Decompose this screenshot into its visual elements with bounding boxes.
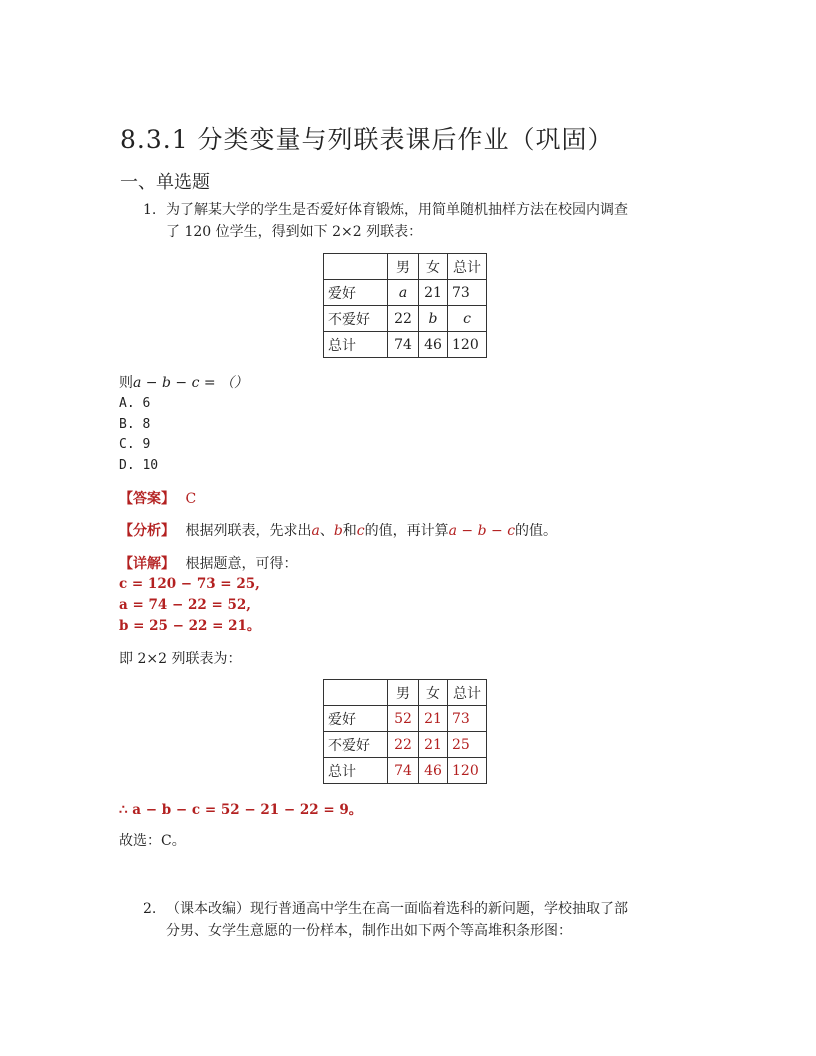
table-row bbox=[324, 332, 487, 358]
detail-line bbox=[119, 553, 297, 573]
table-cell: 总计 bbox=[324, 332, 388, 358]
table-cell: 不爱好 bbox=[324, 732, 388, 758]
analysis-var-b: b bbox=[333, 523, 343, 539]
analysis-line bbox=[119, 520, 557, 540]
option-c[interactable]: C. 9 bbox=[119, 437, 151, 452]
calculation-block bbox=[119, 574, 260, 637]
analysis-text-mid: 的值，再计算 bbox=[364, 523, 449, 539]
table-cell: 爱好 bbox=[324, 706, 388, 732]
table-cell: 男 bbox=[388, 680, 419, 706]
table-cell: 25 bbox=[448, 732, 487, 758]
table-cell: 46 bbox=[419, 332, 448, 358]
table-cell: 74 bbox=[388, 332, 419, 358]
table-cell: 男 bbox=[388, 254, 419, 280]
table-cell bbox=[324, 254, 388, 280]
detail-intro: 根据题意，可得： bbox=[185, 556, 298, 572]
table-cell: 不爱好 bbox=[324, 306, 388, 332]
table-cell: b bbox=[419, 306, 448, 332]
table-cell: 总计 bbox=[448, 680, 487, 706]
option-b[interactable]: B. 8 bbox=[119, 416, 151, 432]
analysis-expression: a − b − c bbox=[448, 523, 516, 539]
option-d[interactable]: D. 10 bbox=[119, 457, 159, 473]
question-2-line-2: 分男、女学生意愿的一份样本，制作出如下两个等高堆积条形图： bbox=[166, 923, 572, 939]
table-cell: 46 bbox=[419, 758, 448, 784]
table-header-row bbox=[324, 254, 487, 280]
table-cell bbox=[324, 680, 388, 706]
table-cell: 总计 bbox=[324, 758, 388, 784]
choice-line: 故选：C。 bbox=[119, 833, 186, 849]
table-cell: 120 bbox=[448, 758, 487, 784]
answer-tag: 【答案】 bbox=[119, 491, 175, 507]
table-cell: 120 bbox=[448, 332, 487, 358]
contingency-table-2 bbox=[323, 679, 487, 784]
option-a[interactable]: A. 6 bbox=[119, 396, 151, 411]
table-cell: 21 bbox=[419, 706, 448, 732]
table-header-row bbox=[324, 680, 487, 706]
table-row bbox=[324, 706, 487, 732]
calc-line-c: c = 120 − 73 = 25, bbox=[119, 576, 260, 592]
analysis-tag: 【分析】 bbox=[119, 523, 175, 539]
prompt-expression: a − b − c = （） bbox=[133, 375, 249, 391]
table-cell: a bbox=[388, 280, 419, 306]
question-1-number: 1. bbox=[143, 202, 157, 218]
table-row bbox=[324, 280, 487, 306]
analysis-var-c: c bbox=[356, 523, 365, 539]
contingency-table-1 bbox=[323, 253, 487, 358]
table-cell: 21 bbox=[419, 280, 448, 306]
question-1-prompt bbox=[119, 372, 248, 392]
page-title: 8.3.1 分类变量与列联表课后作业（巩固） bbox=[120, 125, 614, 154]
table-cell: 22 bbox=[388, 306, 419, 332]
question-2-line-1: （课本改编）现行普通高中学生在高一面临着选科的新问题，学校抽取了部 bbox=[166, 901, 628, 917]
answer-line bbox=[119, 488, 196, 508]
question-1-line-1: 为了解某大学的学生是否爱好体育锻炼，用简单随机抽样方法在校园内调查 bbox=[166, 202, 628, 218]
answer-value: C bbox=[185, 491, 197, 507]
calc-line-b: b = 25 − 22 = 21。 bbox=[119, 618, 261, 634]
table-cell: 女 bbox=[419, 680, 448, 706]
table-cell: 73 bbox=[448, 706, 487, 732]
result-line: ∴ a − b − c = 52 − 21 − 22 = 9。 bbox=[119, 802, 363, 818]
analysis-separator: 、 bbox=[319, 523, 334, 539]
table-cell: 爱好 bbox=[324, 280, 388, 306]
table-row bbox=[324, 306, 487, 332]
analysis-text-end: 的值。 bbox=[515, 523, 558, 539]
question-2-number: 2. bbox=[143, 901, 157, 917]
answer-options bbox=[119, 394, 158, 476]
table-cell: 73 bbox=[448, 280, 487, 306]
analysis-text-pre: 根据列联表，先求出 bbox=[185, 523, 312, 539]
analysis-var-a: a bbox=[311, 523, 320, 539]
table-cell: c bbox=[448, 306, 487, 332]
question-1-line-2: 了 120 位学生，得到如下 2×2 列联表： bbox=[166, 224, 423, 240]
table-row bbox=[324, 758, 487, 784]
table-cell: 52 bbox=[388, 706, 419, 732]
prompt-prefix: 则 bbox=[119, 375, 133, 391]
table-cell: 女 bbox=[419, 254, 448, 280]
calc-line-a: a = 74 − 22 = 52, bbox=[119, 597, 251, 613]
section-heading: 一、单选题 bbox=[120, 172, 210, 193]
table-2-intro: 即 2×2 列联表为： bbox=[119, 651, 242, 667]
table-row bbox=[324, 732, 487, 758]
table-cell: 21 bbox=[419, 732, 448, 758]
detail-tag: 【详解】 bbox=[119, 556, 175, 572]
analysis-and: 和 bbox=[342, 523, 357, 539]
table-cell: 总计 bbox=[448, 254, 487, 280]
table-cell: 74 bbox=[388, 758, 419, 784]
table-cell: 22 bbox=[388, 732, 419, 758]
